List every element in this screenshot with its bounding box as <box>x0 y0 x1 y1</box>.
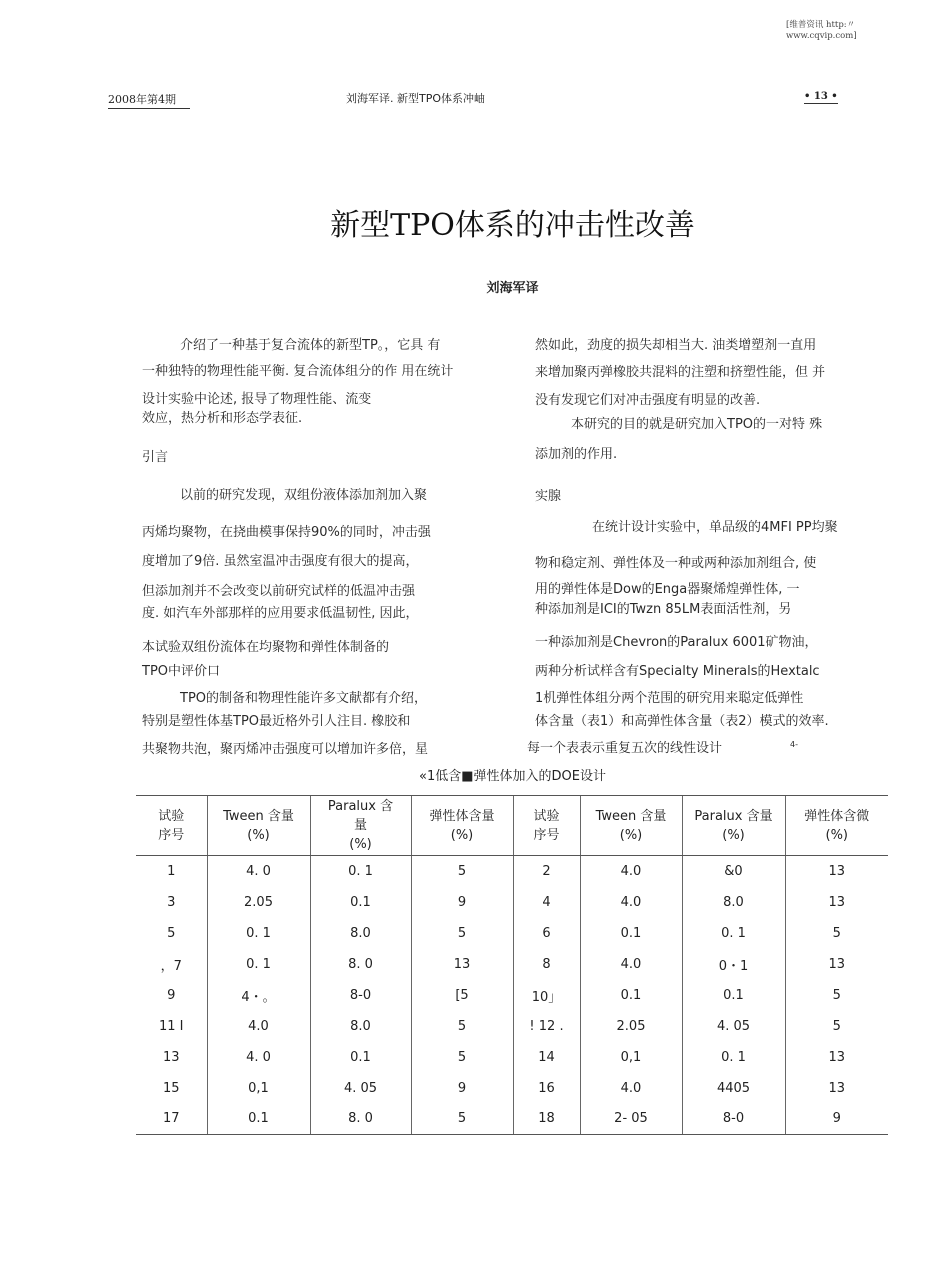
page-number: • 13 • <box>804 91 838 102</box>
running-head: 刘海军译. 新型TPO体系冲岫 <box>346 92 486 105</box>
header-line: (%) <box>247 827 270 843</box>
right-line-7: 在统计设计实验中，单品级的4MFI PP均聚 <box>592 520 838 535</box>
table-cell: 13 <box>785 887 888 918</box>
right-line-12: 两种分析试样含有Specialty Minerals的Hextalc <box>535 664 820 679</box>
table-cell: 9 <box>167 987 176 1003</box>
header-line: Paralux 含量 <box>694 808 773 824</box>
table-row <box>136 1104 888 1135</box>
table-cell: 4 <box>513 887 580 918</box>
table-cell: 4405 <box>682 1073 785 1104</box>
right-line-8: 物和稳定剂、弹性体及一种或两种添加剂组合, 使 <box>535 556 817 571</box>
table-cell: 5 <box>411 856 513 887</box>
header-line: 试验 <box>158 808 185 824</box>
table-cell: 4.0 <box>580 949 682 980</box>
table-cell: 0. 1 <box>682 1042 785 1073</box>
table-cell: 8 <box>513 949 580 980</box>
header-line: (%) <box>722 827 745 843</box>
table-cell: 0. 1 <box>682 918 785 949</box>
doe-table <box>136 795 888 1135</box>
section-heading-experiment: 实腺 <box>535 489 562 504</box>
right-line-5: 添加剂的作用. <box>535 447 618 462</box>
watermark <box>786 20 857 42</box>
table-cell: 15 <box>162 1080 180 1096</box>
right-line-13: 1机弹性体组分两个范围的研究用来聪定低弹性 <box>535 691 804 706</box>
table-row <box>136 1073 888 1104</box>
left-line-12: TPO中评价口 <box>142 664 221 679</box>
table-cell: 2 <box>513 856 580 887</box>
header-elastomer-content-left <box>411 796 513 856</box>
table-cell: 0.1 <box>682 980 785 1011</box>
header-line: 序号 <box>158 827 185 843</box>
header-line: 弹性体含微 <box>804 808 870 824</box>
left-line-6: 以前的研究发现，双组份液体添加剂加入聚 <box>180 488 428 503</box>
table-cell: 13 <box>785 1042 888 1073</box>
table-cell: 8. 0 <box>310 949 411 980</box>
header-line: (%) <box>619 827 643 843</box>
left-line-2: 一种独特的物理性能平衡. 复合流体组分的作 用在统计 <box>142 364 454 379</box>
table-row <box>136 1042 888 1073</box>
table-cell: ! 12 . <box>513 1011 580 1042</box>
author: 刘海军译 <box>486 281 539 296</box>
header-line: (%) <box>825 827 848 843</box>
header-paralux-content-left <box>310 796 411 856</box>
table-cell: 8-0 <box>682 1104 785 1135</box>
table-cell: 4. 0 <box>207 856 310 887</box>
table-row <box>136 887 888 918</box>
table-caption: «1低含■弹性体加入的DOE设计 <box>419 769 606 784</box>
article-title: 新型TPO体系的冲击性改善 <box>330 208 695 243</box>
header-line: 弹性体含量 <box>429 808 495 824</box>
section-heading-intro: 引言 <box>142 450 169 465</box>
table-cell: 9 <box>785 1104 888 1135</box>
table-cell: 2.05 <box>580 1011 682 1042</box>
table-cell: 5 <box>411 1042 513 1073</box>
table-row <box>136 949 888 980</box>
table-cell: 4.0 <box>207 1011 310 1042</box>
right-line-1: 然如此，劲度的损失却相当大. 油类增塑剂一直用 <box>535 338 817 353</box>
table-cell: 14 <box>513 1042 580 1073</box>
table-cell: 13 <box>411 949 513 980</box>
header-tween-content-left <box>207 796 310 856</box>
table-cell: 0.1 <box>580 980 682 1011</box>
table-cell: 0.1 <box>207 1104 310 1135</box>
left-line-14: 特别是塑性体基TPO最近格外引人注目. 橡胶和 <box>142 714 411 729</box>
table-cell: 8.0 <box>310 918 411 949</box>
header-line: (%) <box>450 827 474 843</box>
left-line-11: 本试验双组份流体在均聚物和弹性体制备的 <box>142 640 390 655</box>
table-cell: 3 <box>167 894 176 910</box>
table-cell: 6 <box>513 918 580 949</box>
table-cell: 0. 1 <box>207 949 310 980</box>
table-cell: 2.05 <box>207 887 310 918</box>
header-line: 试验 <box>533 808 560 824</box>
table-cell: 4.0 <box>580 856 682 887</box>
table-cell: 4.0 <box>580 1073 682 1104</box>
watermark-line-1: [维普资讯 http:〃 <box>786 20 856 30</box>
table-cell: 8-0 <box>310 980 411 1011</box>
header-elastomer-content-right <box>785 796 888 856</box>
table-cell: 0. 1 <box>207 918 310 949</box>
left-line-15: 共聚物共泡，聚丙烯冲击强度可以增加许多倍，星 <box>142 742 429 757</box>
table-row <box>136 856 888 887</box>
watermark-line-2: www.cqvip.com] <box>786 31 857 41</box>
table-cell: 5 <box>785 980 888 1011</box>
header-line: Tween 含量 <box>595 808 667 824</box>
table-cell: 11 I <box>158 1018 184 1034</box>
table-row <box>136 1011 888 1042</box>
table-cell: 0.1 <box>310 1042 411 1073</box>
header-trial-no-left <box>136 796 207 856</box>
table-cell: 8.0 <box>682 887 785 918</box>
table-cell: 13 <box>785 856 888 887</box>
table-cell: 0. 1 <box>310 856 411 887</box>
table-cell: 8.0 <box>310 1011 411 1042</box>
table-cell: &0 <box>682 856 785 887</box>
table-cell: 5 <box>411 1011 513 1042</box>
table-cell: 4. 05 <box>682 1011 785 1042</box>
table-cell: 5 <box>411 1104 513 1135</box>
table-cell: 1 <box>167 863 176 879</box>
right-line-3: 没有发现它们对冲击强度有明显的改善. <box>535 393 761 408</box>
table-cell: 13 <box>162 1049 180 1065</box>
table-cell: 16 <box>513 1073 580 1104</box>
table-cell: 4. 0 <box>207 1042 310 1073</box>
table-cell: 4.0 <box>580 887 682 918</box>
table-cell: 9 <box>411 887 513 918</box>
table-cell: 17 <box>136 1104 207 1135</box>
left-line-4: 效应，热分析和形态学表征. <box>142 411 303 426</box>
table-cell: 0,1 <box>580 1042 682 1073</box>
table-cell: 13 <box>785 1073 888 1104</box>
left-line-3: 设计实验中论述, 报导了物理性能、流变 <box>142 392 372 407</box>
right-line-2: 来增加聚丙弹橡胶共混料的注塑和挤塑性能，但 并 <box>535 365 826 380</box>
right-line-15: 每一个表表示重复五次的线性设计 <box>527 741 723 756</box>
left-line-1: 介绍了一种基于复合流体的新型TP。，它具 有 <box>180 338 441 353</box>
table-cell: 5 <box>785 1011 888 1042</box>
table-cell: 0.1 <box>310 887 411 918</box>
left-line-8: 度增加了9倍. 虽然室温冲击强度有很大的提高， <box>142 554 419 569</box>
table-row <box>136 918 888 949</box>
table-cell: 10」 <box>513 980 580 1011</box>
table-cell: 4. 05 <box>310 1073 411 1104</box>
table-cell: 18 <box>513 1104 580 1135</box>
issue-label: 2008年第4期 <box>108 91 190 109</box>
table-cell: 5 <box>167 925 176 941</box>
header-trial-no-right <box>513 796 580 856</box>
header-line: Paralux 含 <box>327 799 394 814</box>
header-line: Tween 含量 <box>223 808 294 824</box>
right-line-10: 种添加剂是ICI的Twzn 85LM表面活性剂，另 <box>535 602 792 617</box>
header-line: 量 <box>353 818 367 833</box>
table-cell: 0・1 <box>682 949 785 980</box>
right-line-4: 本研究的目的就是研究加入TPO的一对特 殊 <box>571 417 823 432</box>
table-cell: 5 <box>785 918 888 949</box>
right-line-16: 4- <box>790 740 798 749</box>
left-line-7: 丙烯均聚物，在挠曲模事保持90%的同时，冲击强 <box>142 525 431 540</box>
left-line-10: 度. 如汽车外部那样的应用要求低温韧性, 因此， <box>142 606 419 621</box>
header-tween-content-right <box>580 796 682 856</box>
table-row <box>136 980 888 1011</box>
table-cell: [5 <box>411 980 513 1011</box>
table-cell: ，7 <box>160 958 182 974</box>
header-line: (%) <box>349 837 372 852</box>
table-cell: 13 <box>785 949 888 980</box>
left-line-13: TPO的制备和物理性能许多文献都有介绍， <box>180 691 428 706</box>
table-cell: 8. 0 <box>310 1104 411 1135</box>
right-line-9: 用的弹性体是Dow的Enga器聚烯煌弹性体, 一 <box>535 582 800 597</box>
table-header-row <box>136 796 888 856</box>
left-line-9: 但添加剂并不会改变以前研究试样的低温冲击强 <box>142 584 416 599</box>
table-cell: 5 <box>411 918 513 949</box>
right-line-14: 体含量（表1）和高弹性体含量（表2）模式的效率. <box>535 714 829 729</box>
header-line: 序号 <box>533 827 560 843</box>
right-line-11: 一种添加剂是Chevron的Paralux 6001矿物油， <box>535 635 818 650</box>
table-cell: 4・。 <box>207 980 310 1011</box>
table-cell: 0.1 <box>580 918 682 949</box>
table-cell: 0,1 <box>207 1073 310 1104</box>
table-cell: 2- 05 <box>580 1104 682 1135</box>
table-cell: 9 <box>411 1073 513 1104</box>
header-paralux-content-right <box>682 796 785 856</box>
table-body <box>136 856 888 1135</box>
